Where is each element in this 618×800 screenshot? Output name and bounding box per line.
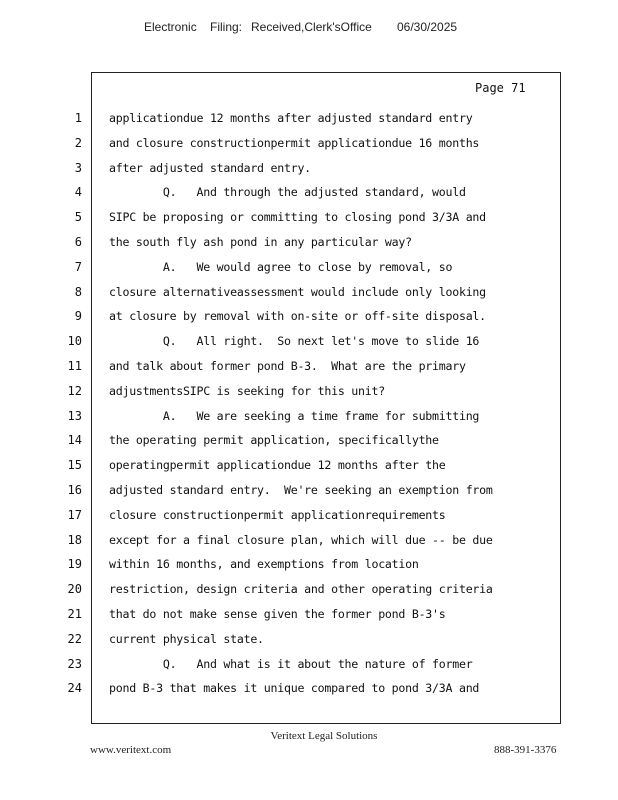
transcript-line: A. We would agree to close by removal, so bbox=[109, 259, 453, 274]
transcript-line: Q. All right. So next let's move to slide 16 bbox=[109, 334, 480, 349]
transcript-line: closure alternativeassessment would include only looking bbox=[109, 284, 486, 299]
line-number: 18 bbox=[67, 532, 82, 547]
transcript-line: that do not make sense given the former pond B-3's bbox=[109, 607, 446, 621]
transcript-line: except for a final closure plan, which will due -- be due bbox=[109, 532, 493, 547]
footer-company: Veritext Legal Solutions bbox=[270, 730, 378, 742]
line-number: 8 bbox=[74, 284, 82, 299]
line-number: 10 bbox=[67, 334, 82, 349]
line-number: 22 bbox=[67, 631, 82, 646]
line-number: 6 bbox=[74, 235, 82, 249]
page-label: Page 71 bbox=[475, 81, 526, 95]
transcript-line: within 16 months, and exemptions from location bbox=[109, 557, 419, 572]
transcript-line: SIPC be proposing or committing to closing pond 3/3A and bbox=[109, 210, 486, 225]
line-number: 7 bbox=[74, 259, 82, 274]
line-number: 24 bbox=[67, 681, 82, 696]
transcript-line: adjusted standard entry. We're seeking an exemption from bbox=[109, 483, 493, 497]
transcript-line: operatingpermit applicationdue 12 months after the bbox=[109, 458, 446, 473]
line-number: 19 bbox=[67, 557, 82, 572]
header-received: Received,Clerk'sOffice bbox=[251, 20, 372, 34]
transcript-line: adjustmentsSIPC is seeking for this unit? bbox=[109, 383, 385, 398]
transcript-line: restriction, design criteria and other operating criteria bbox=[109, 582, 493, 597]
transcript-line: after adjusted standard entry. bbox=[109, 160, 311, 175]
line-number: 4 bbox=[74, 185, 82, 200]
line-number: 2 bbox=[74, 135, 82, 150]
filing-header bbox=[0, 20, 618, 38]
line-number: 17 bbox=[67, 507, 82, 522]
line-number: 5 bbox=[74, 210, 82, 225]
transcript-line: pond B-3 that makes it unique compared to pond 3/3A and bbox=[109, 681, 480, 696]
header-date: 06/30/2025 bbox=[397, 20, 458, 34]
footer-phone: 888-391-3376 bbox=[494, 744, 557, 756]
transcript-line: A. We are seeking a time frame for submitting bbox=[109, 408, 480, 423]
line-number: 15 bbox=[67, 458, 82, 473]
transcript-line: and talk about former pond B-3. What are the primary bbox=[109, 359, 466, 373]
transcript-line: closure constructionpermit applicationrequirements bbox=[109, 507, 446, 522]
line-number: 1 bbox=[74, 111, 82, 125]
transcript-line: the operating permit application, specificallythe bbox=[109, 433, 439, 448]
header-filing: Filing: bbox=[210, 20, 243, 34]
line-number: 9 bbox=[74, 309, 82, 324]
transcript-line: at closure by removal with on-site or off-site disposal. bbox=[109, 309, 486, 324]
line-number: 11 bbox=[67, 359, 82, 373]
transcript-line: applicationdue 12 months after adjusted standard entry bbox=[109, 111, 473, 125]
line-number: 13 bbox=[67, 408, 82, 423]
transcript-line: Q. And through the adjusted standard, would bbox=[109, 185, 466, 200]
header-electronic: Electronic bbox=[144, 20, 197, 34]
line-number: 23 bbox=[67, 656, 82, 671]
transcript-line: current physical state. bbox=[109, 631, 264, 646]
line-number: 12 bbox=[67, 383, 82, 398]
line-number: 20 bbox=[67, 582, 82, 597]
footer-website: www.veritext.com bbox=[90, 744, 172, 756]
line-number: 16 bbox=[67, 483, 82, 497]
line-number: 21 bbox=[67, 607, 82, 621]
line-number: 3 bbox=[74, 160, 82, 175]
transcript-line: and closure constructionpermit applicationdue 16 months bbox=[109, 135, 480, 150]
transcript-line: Q. And what is it about the nature of former bbox=[109, 656, 473, 671]
line-number: 14 bbox=[67, 433, 82, 448]
transcript-line: the south fly ash pond in any particular way? bbox=[109, 235, 412, 249]
